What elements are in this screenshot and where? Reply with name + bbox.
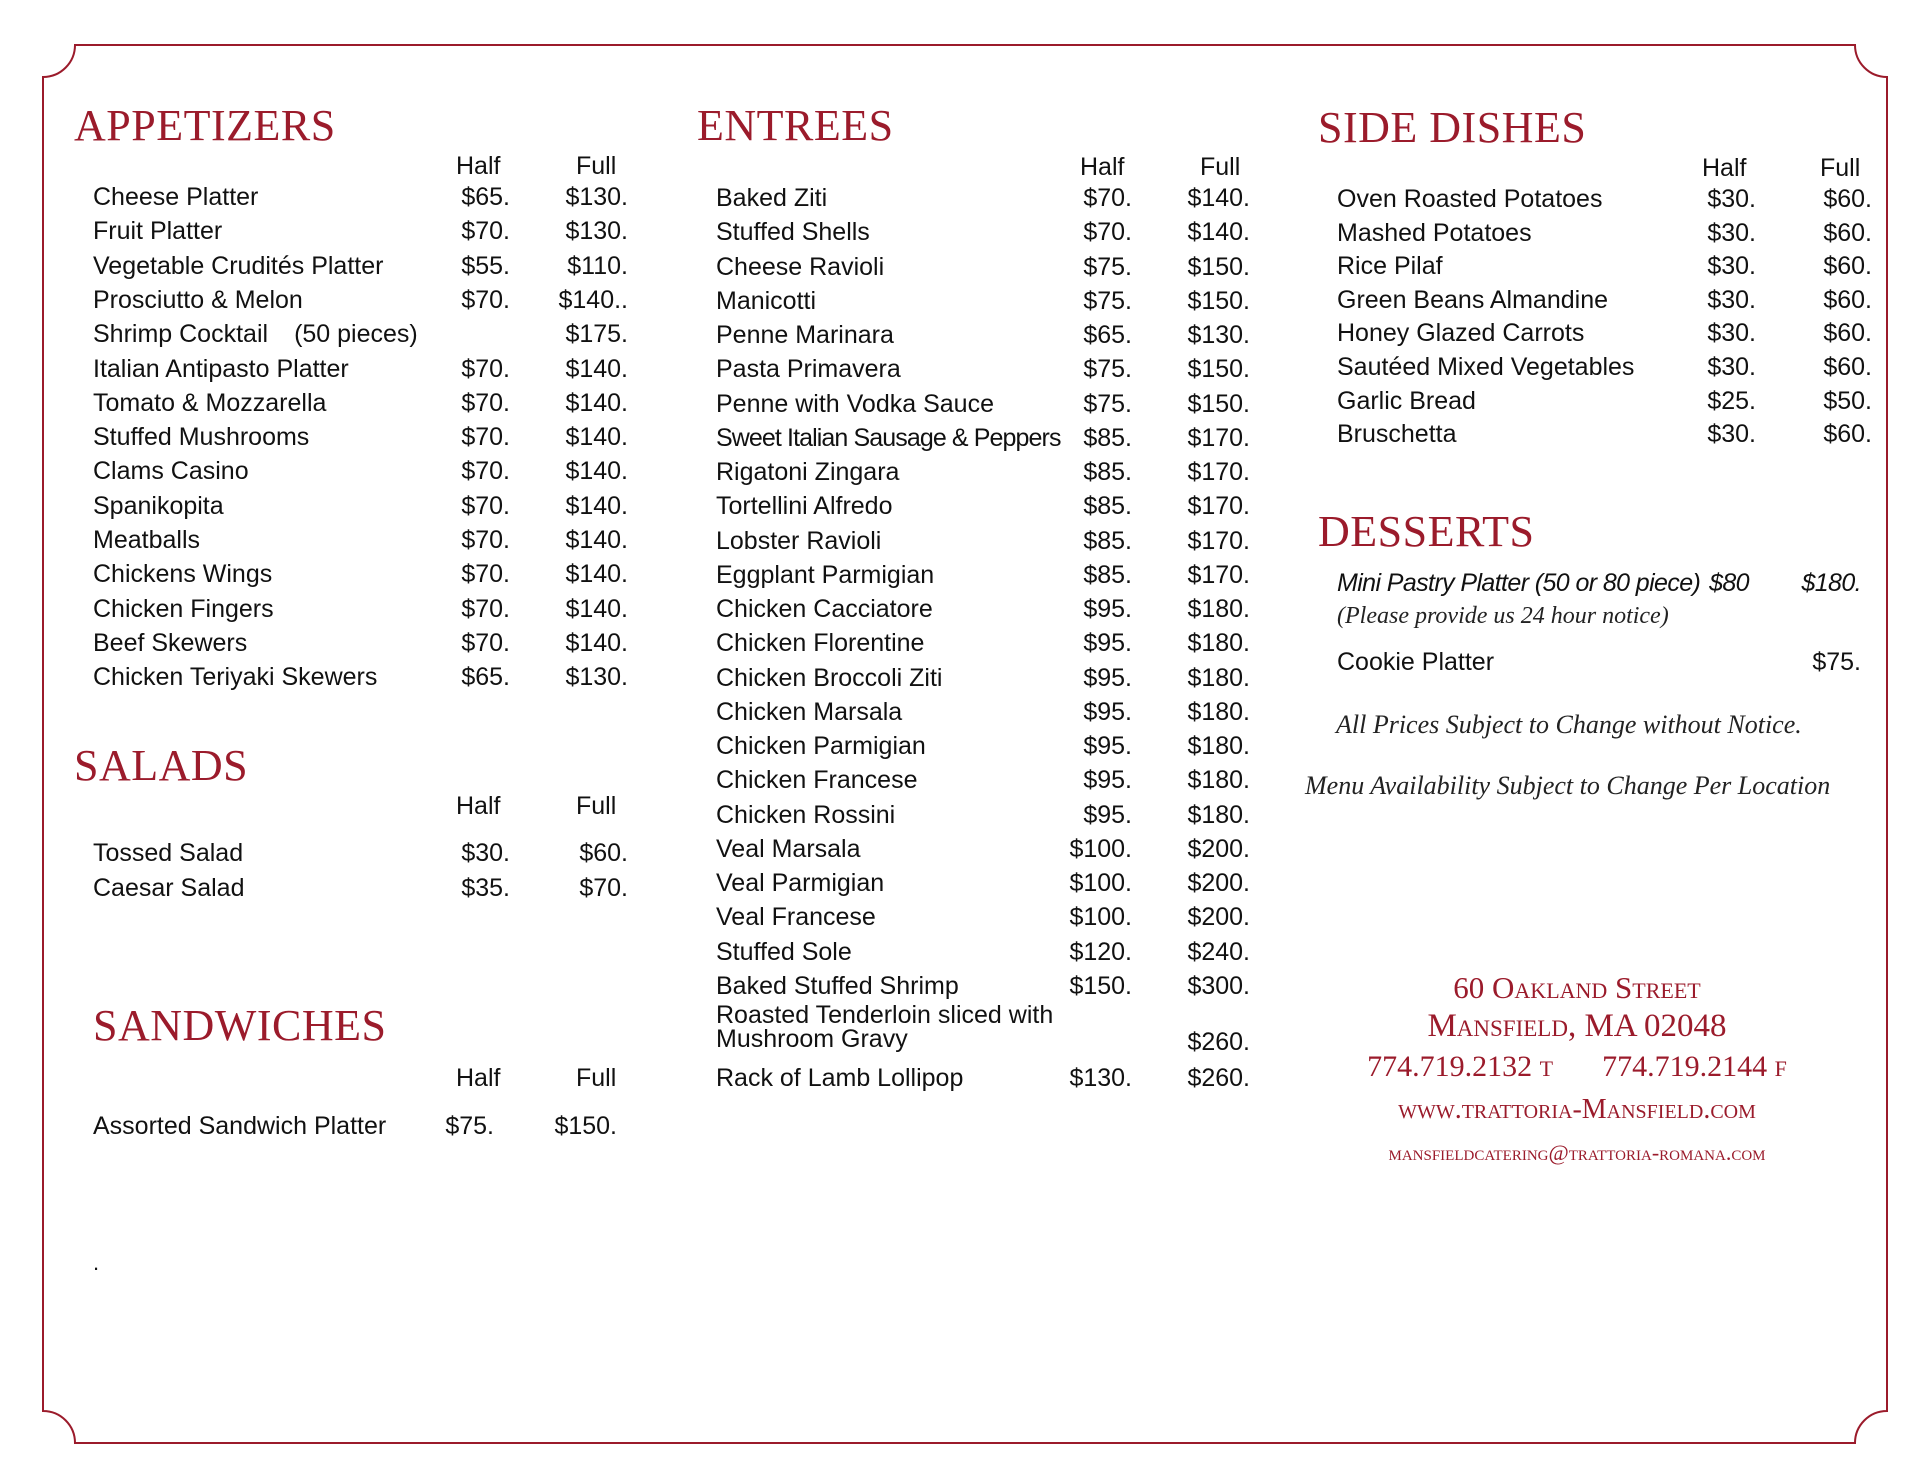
menu-item: [716, 801, 1250, 835]
item-full-price: $200.: [1187, 834, 1250, 863]
menu-item: [1337, 387, 1872, 421]
item-full-price: $180.: [1187, 629, 1250, 658]
item-full-price: $70.: [579, 873, 628, 902]
menu-item: [93, 320, 628, 354]
item-half-price: $70.: [461, 388, 510, 417]
item-half-price: $85.: [1083, 458, 1132, 486]
item-full-price: $60.: [1823, 353, 1872, 381]
item-half-price: $65.: [461, 663, 510, 692]
menu-item: [716, 390, 1250, 424]
menu-item: [1337, 319, 1872, 353]
item-full-price: $175.: [565, 320, 628, 349]
item-name: Chicken Marsala: [716, 697, 903, 726]
website-link[interactable]: www.trattoria-Mansfield.com: [1398, 1094, 1756, 1125]
item-full-price: $150.: [1187, 252, 1250, 281]
side-dishes-heading: SIDE DISHES: [1318, 103, 1587, 152]
availability-notice: Menu Availability Subject to Change Per Location: [1305, 771, 1831, 800]
item-name: Chicken Francese: [716, 766, 918, 795]
item-full-price: $180.: [1187, 595, 1250, 623]
item-full-price: $180.: [1187, 800, 1250, 829]
prices-notice: All Prices Subject to Change without Notice.: [1336, 710, 1802, 739]
item-full-price: $140.: [565, 388, 628, 417]
appetizers-full-header: Full: [576, 152, 617, 180]
item-name: Spanikopita: [93, 491, 224, 520]
item-half-price: $35.: [461, 873, 510, 902]
item-half-price: $75.: [445, 1112, 494, 1140]
menu-item: [93, 560, 628, 594]
email-link[interactable]: mansfieldcatering@trattoria-romana.com: [1388, 1140, 1766, 1165]
phone-label: T: [1539, 1056, 1554, 1081]
appetizers-half-header: Half: [456, 152, 501, 180]
item-half-price: $130.: [1069, 1064, 1132, 1093]
item-full-price: $130.: [565, 663, 628, 692]
item-half-price: $100.: [1069, 834, 1132, 863]
item-half-price: $70.: [461, 526, 510, 554]
item-full-price: $140.: [565, 423, 628, 452]
menu-item: [93, 629, 628, 663]
item-full-price: $260.: [1187, 1028, 1250, 1056]
item-full-price: $180.: [1187, 766, 1250, 795]
menu-item: [93, 663, 628, 697]
item-half-price: $65.: [461, 183, 510, 211]
item-name: Veal Marsala: [716, 834, 861, 863]
item-half-price: $25.: [1707, 386, 1756, 415]
entrees-full-header: Full: [1200, 153, 1241, 181]
phone-line: [1277, 1050, 1877, 1084]
menu-item: [716, 869, 1250, 903]
item-half-price: $95.: [1083, 732, 1132, 760]
item-name: Chicken Fingers: [93, 594, 274, 623]
sides-half-header: Half: [1702, 154, 1747, 182]
menu-item: [93, 217, 628, 251]
item-half-price: $30.: [1707, 185, 1756, 213]
item-name-line-2: Mushroom Gravy: [716, 1025, 908, 1053]
menu-item: [716, 184, 1250, 218]
salads-full-header: Full: [576, 792, 617, 820]
item-full-price: $130.: [1187, 321, 1250, 349]
dessert-cookie-price: $75.: [1812, 648, 1861, 676]
appetizers-heading: APPETIZERS: [74, 101, 336, 150]
sandwiches-full-header: Full: [576, 1064, 617, 1092]
item-full-price: $260.: [1187, 1064, 1250, 1093]
item-half-price: $95.: [1083, 697, 1132, 726]
item-name: Bruschetta: [1337, 420, 1457, 449]
item-half-price: $30.: [1707, 353, 1756, 381]
item-name: Eggplant Parmigian: [716, 560, 935, 589]
item-full-price: $150.: [1187, 286, 1250, 315]
item-half-price: $70.: [461, 594, 510, 623]
item-name: Rice Pilaf: [1337, 252, 1443, 281]
menu-item: [1337, 185, 1872, 219]
item-half-price: $95.: [1083, 629, 1132, 658]
item-name: Cheese Ravioli: [716, 252, 885, 281]
item-full-price: $170.: [1187, 492, 1250, 521]
menu-item: [716, 595, 1250, 629]
item-name: Fruit Platter: [93, 217, 223, 246]
item-full-price: $180.: [1187, 732, 1250, 760]
menu-item: [716, 732, 1250, 766]
item-full-price: $60.: [1823, 185, 1872, 213]
item-full-price: $130.: [565, 217, 628, 246]
item-name: Baked Stuffed Shrimp: [716, 971, 959, 1000]
item-full-price: $140.: [565, 457, 628, 486]
salads-half-header: Half: [456, 792, 501, 820]
menu-item: [1337, 286, 1872, 320]
item-name: Stuffed Shells: [716, 218, 870, 247]
menu-item: [716, 321, 1250, 355]
menu-item: [716, 458, 1250, 492]
item-full-price: $180.: [1187, 697, 1250, 726]
item-full-price: $60.: [1823, 252, 1872, 281]
item-name: Stuffed Mushrooms: [93, 423, 310, 452]
item-half-price: $70.: [461, 285, 510, 314]
menu-item: [93, 492, 628, 526]
item-half-price: $75.: [1083, 355, 1132, 384]
entrees-heading: ENTREES: [697, 101, 894, 150]
menu-item: [716, 664, 1250, 698]
item-name: Chicken Rossini: [716, 800, 896, 829]
item-full-price: $170.: [1187, 458, 1250, 486]
item-name: Penne with Vodka Sauce: [716, 389, 994, 418]
item-half-price: $30.: [1707, 319, 1756, 348]
item-half-price: $70.: [461, 423, 510, 452]
item-full-price: $140..: [558, 285, 628, 314]
item-half-price: $30.: [461, 839, 510, 867]
menu-item: [716, 629, 1250, 663]
dessert-item-cookie: [1337, 648, 1861, 682]
item-half-price: $75.: [1083, 252, 1132, 281]
menu-item: [93, 457, 628, 491]
item-full-price: $140.: [565, 628, 628, 657]
item-name: Rigatoni Zingara: [716, 458, 900, 486]
item-full-price: $140.: [565, 526, 628, 554]
item-name: Chicken Parmigian: [716, 732, 926, 760]
salads-heading: SALADS: [74, 741, 249, 790]
menu-item: [716, 1001, 1250, 1056]
item-name: [716, 1003, 1053, 1051]
item-half-price: $75.: [1083, 389, 1132, 418]
item-full-price: $140.: [565, 594, 628, 623]
item-name: Lobster Ravioli: [716, 526, 882, 555]
item-half-price: $95.: [1083, 800, 1132, 829]
item-name: Honey Glazed Carrots: [1337, 319, 1585, 348]
item-name: Beef Skewers: [93, 628, 248, 657]
menu-item: [716, 424, 1250, 458]
dessert-pastry-full: $180.: [1801, 569, 1861, 597]
item-full-price: $140.: [565, 354, 628, 383]
item-name: Green Beans Almandine: [1337, 285, 1609, 314]
menu-item: [93, 252, 628, 286]
menu-item: [93, 526, 628, 560]
item-name: Vegetable Crudités Platter: [93, 251, 384, 280]
item-name: Prosciutto & Melon: [93, 285, 303, 314]
item-full-price: $180.: [1187, 663, 1250, 692]
item-half-price: $85.: [1083, 560, 1132, 589]
item-name: Cheese Platter: [93, 183, 259, 211]
item-name: Stuffed Sole: [716, 937, 852, 966]
menu-item: [93, 389, 628, 423]
menu-item: [716, 253, 1250, 287]
entrees-half-header: Half: [1080, 153, 1125, 181]
item-name: Chicken Florentine: [716, 629, 925, 658]
menu-item: [93, 355, 628, 389]
item-name: Italian Antipasto Platter: [93, 354, 349, 383]
item-full-price: $200.: [1187, 903, 1250, 932]
sandwiches-heading: SANDWICHES: [93, 1001, 387, 1050]
item-name: Garlic Bread: [1337, 386, 1476, 415]
item-half-price: $95.: [1083, 663, 1132, 692]
menu-item: [716, 287, 1250, 321]
menu-item: [716, 903, 1250, 937]
item-name: Assorted Sandwich Platter: [93, 1112, 387, 1140]
item-full-price: $150.: [1187, 355, 1250, 384]
item-full-price: $140.: [1187, 218, 1250, 247]
item-half-price: $100.: [1069, 869, 1132, 897]
item-name: Rack of Lamb Lollipop: [716, 1064, 964, 1093]
item-full-price: $140.: [1187, 184, 1250, 212]
item-full-price: $150.: [1187, 389, 1250, 418]
item-half-price: $70.: [461, 491, 510, 520]
item-half-price: $150.: [1069, 971, 1132, 1000]
item-full-price: $60.: [1823, 285, 1872, 314]
fax-label: F: [1774, 1056, 1787, 1081]
menu-item: [716, 527, 1250, 561]
menu-item: [1337, 252, 1872, 286]
dessert-cookie-name: Cookie Platter: [1337, 648, 1495, 676]
item-name: Mashed Potatoes: [1337, 218, 1532, 247]
item-name: Chickens Wings: [93, 560, 273, 589]
item-half-price: $70.: [461, 628, 510, 657]
item-half-price: $85.: [1083, 492, 1132, 521]
item-name: Chicken Cacciatore: [716, 595, 933, 623]
item-full-price: $150.: [554, 1112, 617, 1140]
item-full-price: $60.: [1823, 420, 1872, 449]
item-half-price: $85.: [1083, 423, 1132, 452]
item-name: Penne Marinara: [716, 321, 894, 349]
item-full-price: $240.: [1187, 937, 1250, 966]
menu-item: [1337, 353, 1872, 387]
item-full-price: $50.: [1823, 386, 1872, 415]
stray-dot: .: [93, 1250, 100, 1275]
menu-item: [716, 835, 1250, 869]
item-half-price: $30.: [1707, 285, 1756, 314]
dessert-pastry-note: (Please provide us 24 hour notice): [1337, 603, 1669, 629]
item-half-price: $70.: [461, 354, 510, 383]
item-full-price: $110.: [567, 251, 628, 280]
item-full-price: $60.: [579, 839, 628, 867]
sandwiches-half-header: Half: [456, 1064, 501, 1092]
menu-item: [1337, 219, 1872, 253]
item-name: Sautéed Mixed Vegetables: [1337, 353, 1635, 381]
item-half-price: $120.: [1069, 937, 1132, 966]
item-full-price: $170.: [1187, 526, 1250, 555]
fax-number: 774.719.2144: [1602, 1050, 1768, 1083]
menu-item: [93, 423, 628, 457]
menu-item: [716, 698, 1250, 732]
item-half-price: $70.: [461, 217, 510, 246]
item-half-price: $55.: [461, 251, 510, 280]
sides-full-header: Full: [1820, 154, 1861, 182]
item-full-price: $140.: [565, 491, 628, 520]
dessert-pastry-half: $80: [1709, 569, 1749, 597]
item-name-line-1: Roasted Tenderloin sliced with: [716, 1001, 1054, 1029]
item-full-price: $300.: [1187, 971, 1250, 1000]
menu-item: [93, 183, 628, 217]
item-name: Oven Roasted Potatoes: [1337, 185, 1603, 213]
item-name: Chicken Broccoli Ziti: [716, 663, 943, 692]
menu-item: [1337, 420, 1872, 454]
item-half-price: $30.: [1707, 252, 1756, 281]
item-name: Meatballs: [93, 526, 200, 554]
item-name: Sweet Italian Sausage & Peppers: [716, 423, 1061, 452]
item-full-price: $170.: [1187, 560, 1250, 589]
item-half-price: $75.: [1083, 286, 1132, 315]
item-name: Chicken Teriyaki Skewers: [93, 663, 378, 692]
address-street: 60 Oakland Street: [1453, 970, 1701, 1005]
item-name: Tortellini Alfredo: [716, 492, 893, 521]
menu-item: [93, 286, 628, 320]
item-name: Baked Ziti: [716, 184, 828, 212]
item-half-price: $85.: [1083, 526, 1132, 555]
dessert-pastry-name: Mini Pastry Platter (50 or 80 piece): [1337, 569, 1701, 597]
item-half-price: $100.: [1069, 903, 1132, 932]
item-size: (50 pieces): [294, 320, 418, 349]
menu-item: [716, 766, 1250, 800]
item-name: Caesar Salad: [93, 873, 245, 902]
menu-item: [93, 1112, 617, 1146]
item-half-price: $65.: [1083, 321, 1132, 349]
item-half-price: $30.: [1707, 420, 1756, 449]
menu-item: [93, 839, 628, 873]
item-half-price: $70.: [1083, 184, 1132, 212]
menu-item: [716, 561, 1250, 595]
address-city: Mansfield, MA 02048: [1427, 1008, 1727, 1044]
item-full-price: $200.: [1187, 869, 1250, 897]
menu-item: [716, 492, 1250, 526]
item-full-price: $140.: [565, 560, 628, 589]
item-name: Pasta Primavera: [716, 355, 901, 384]
item-name: Manicotti: [716, 286, 817, 315]
menu-item: [716, 355, 1250, 389]
item-half-price: $70.: [1083, 218, 1132, 247]
item-full-price: $130.: [565, 183, 628, 211]
item-half-price: $95.: [1083, 766, 1132, 795]
item-half-price: $95.: [1083, 595, 1132, 623]
item-full-price: $60.: [1823, 218, 1872, 247]
desserts-heading: DESSERTS: [1318, 507, 1535, 556]
item-name: Veal Parmigian: [716, 869, 885, 897]
item-full-price: $60.: [1823, 319, 1872, 348]
item-name: Clams Casino: [93, 457, 249, 486]
menu-item: [716, 218, 1250, 252]
menu-item: [716, 938, 1250, 972]
item-name: Shrimp Cocktail (50 pieces): [93, 320, 418, 349]
phone-number: 774.719.2132: [1367, 1050, 1533, 1083]
menu-item: [93, 595, 628, 629]
menu-item: [716, 1064, 1250, 1098]
item-name: Tossed Salad: [93, 839, 244, 867]
dessert-item-pastry: [1337, 569, 1861, 603]
menu-item: [93, 874, 628, 908]
item-name: Tomato & Mozzarella: [93, 388, 327, 417]
item-name: Veal Francese: [716, 903, 876, 932]
item-half-price: $30.: [1707, 218, 1756, 247]
item-half-price: $70.: [461, 560, 510, 589]
item-half-price: $70.: [461, 457, 510, 486]
item-full-price: $170.: [1187, 423, 1250, 452]
